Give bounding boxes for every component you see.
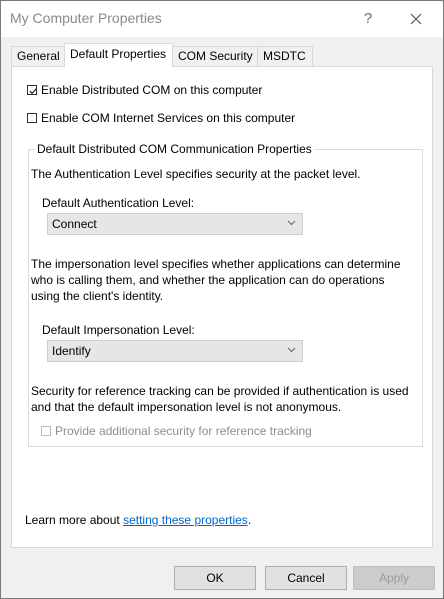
auth-level-label: Default Authentication Level:: [42, 196, 195, 210]
reference-tracking-description-1: Security for reference tracking can be provided if authentication is used: [31, 384, 409, 398]
impersonation-description-2: who is calling them, and whether the application can do operations: [31, 273, 385, 287]
chevron-down-icon: [287, 347, 296, 353]
close-button[interactable]: [401, 5, 431, 33]
title-bar[interactable]: [1, 1, 443, 37]
group-title: Default Distributed COM Communication Properties: [37, 142, 312, 156]
learn-more-prefix: Learn more about: [25, 513, 124, 527]
impersonation-level-select[interactable]: [47, 340, 303, 362]
cancel-button[interactable]: Cancel: [265, 566, 347, 590]
ok-button[interactable]: OK: [174, 566, 256, 590]
com-communication-group: [28, 142, 423, 447]
auth-level-value: Connect: [52, 217, 97, 231]
auth-level-select[interactable]: [47, 213, 303, 235]
reference-tracking-option[interactable]: [41, 423, 312, 439]
tab-default-properties[interactable]: Default Properties: [64, 43, 173, 67]
enable-com-internet-label: Enable COM Internet Services on this computer: [41, 111, 296, 125]
window-title: My Computer Properties: [10, 10, 162, 26]
impersonation-description-1: The impersonation level specifies whether applications can determine: [31, 257, 401, 271]
tab-general[interactable]: General: [11, 46, 65, 66]
learn-more-text: [25, 512, 251, 528]
chevron-down-icon: [287, 220, 296, 226]
reference-tracking-checkbox[interactable]: [41, 426, 51, 436]
enable-dcom-checkbox[interactable]: [27, 85, 37, 95]
enable-com-internet-checkbox[interactable]: [27, 113, 37, 123]
impersonation-description-3: using the client's identity.: [31, 289, 164, 303]
learn-more-link[interactable]: setting these properties: [123, 513, 248, 527]
tab-panel: [11, 66, 433, 548]
reference-tracking-description-2: and that the default impersonation level is not anonymous.: [31, 400, 342, 414]
close-icon: [410, 13, 422, 25]
checkmark-icon: [28, 86, 38, 96]
tab-msdtc[interactable]: MSDTC: [257, 46, 313, 66]
help-button[interactable]: ?: [363, 10, 373, 27]
enable-com-internet-option[interactable]: [27, 110, 295, 126]
enable-dcom-label: Enable Distributed COM on this computer: [41, 83, 263, 97]
enable-dcom-option[interactable]: [27, 82, 262, 98]
reference-tracking-label: Provide additional security for reference tracking: [55, 424, 312, 438]
impersonation-level-value: Identify: [52, 344, 91, 358]
learn-more-suffix: .: [247, 513, 252, 527]
auth-description: The Authentication Level specifies security at the packet level.: [31, 167, 361, 181]
impersonation-level-label: Default Impersonation Level:: [42, 323, 195, 337]
tab-com-security[interactable]: COM Security: [172, 46, 258, 66]
apply-button[interactable]: Apply: [353, 566, 435, 590]
